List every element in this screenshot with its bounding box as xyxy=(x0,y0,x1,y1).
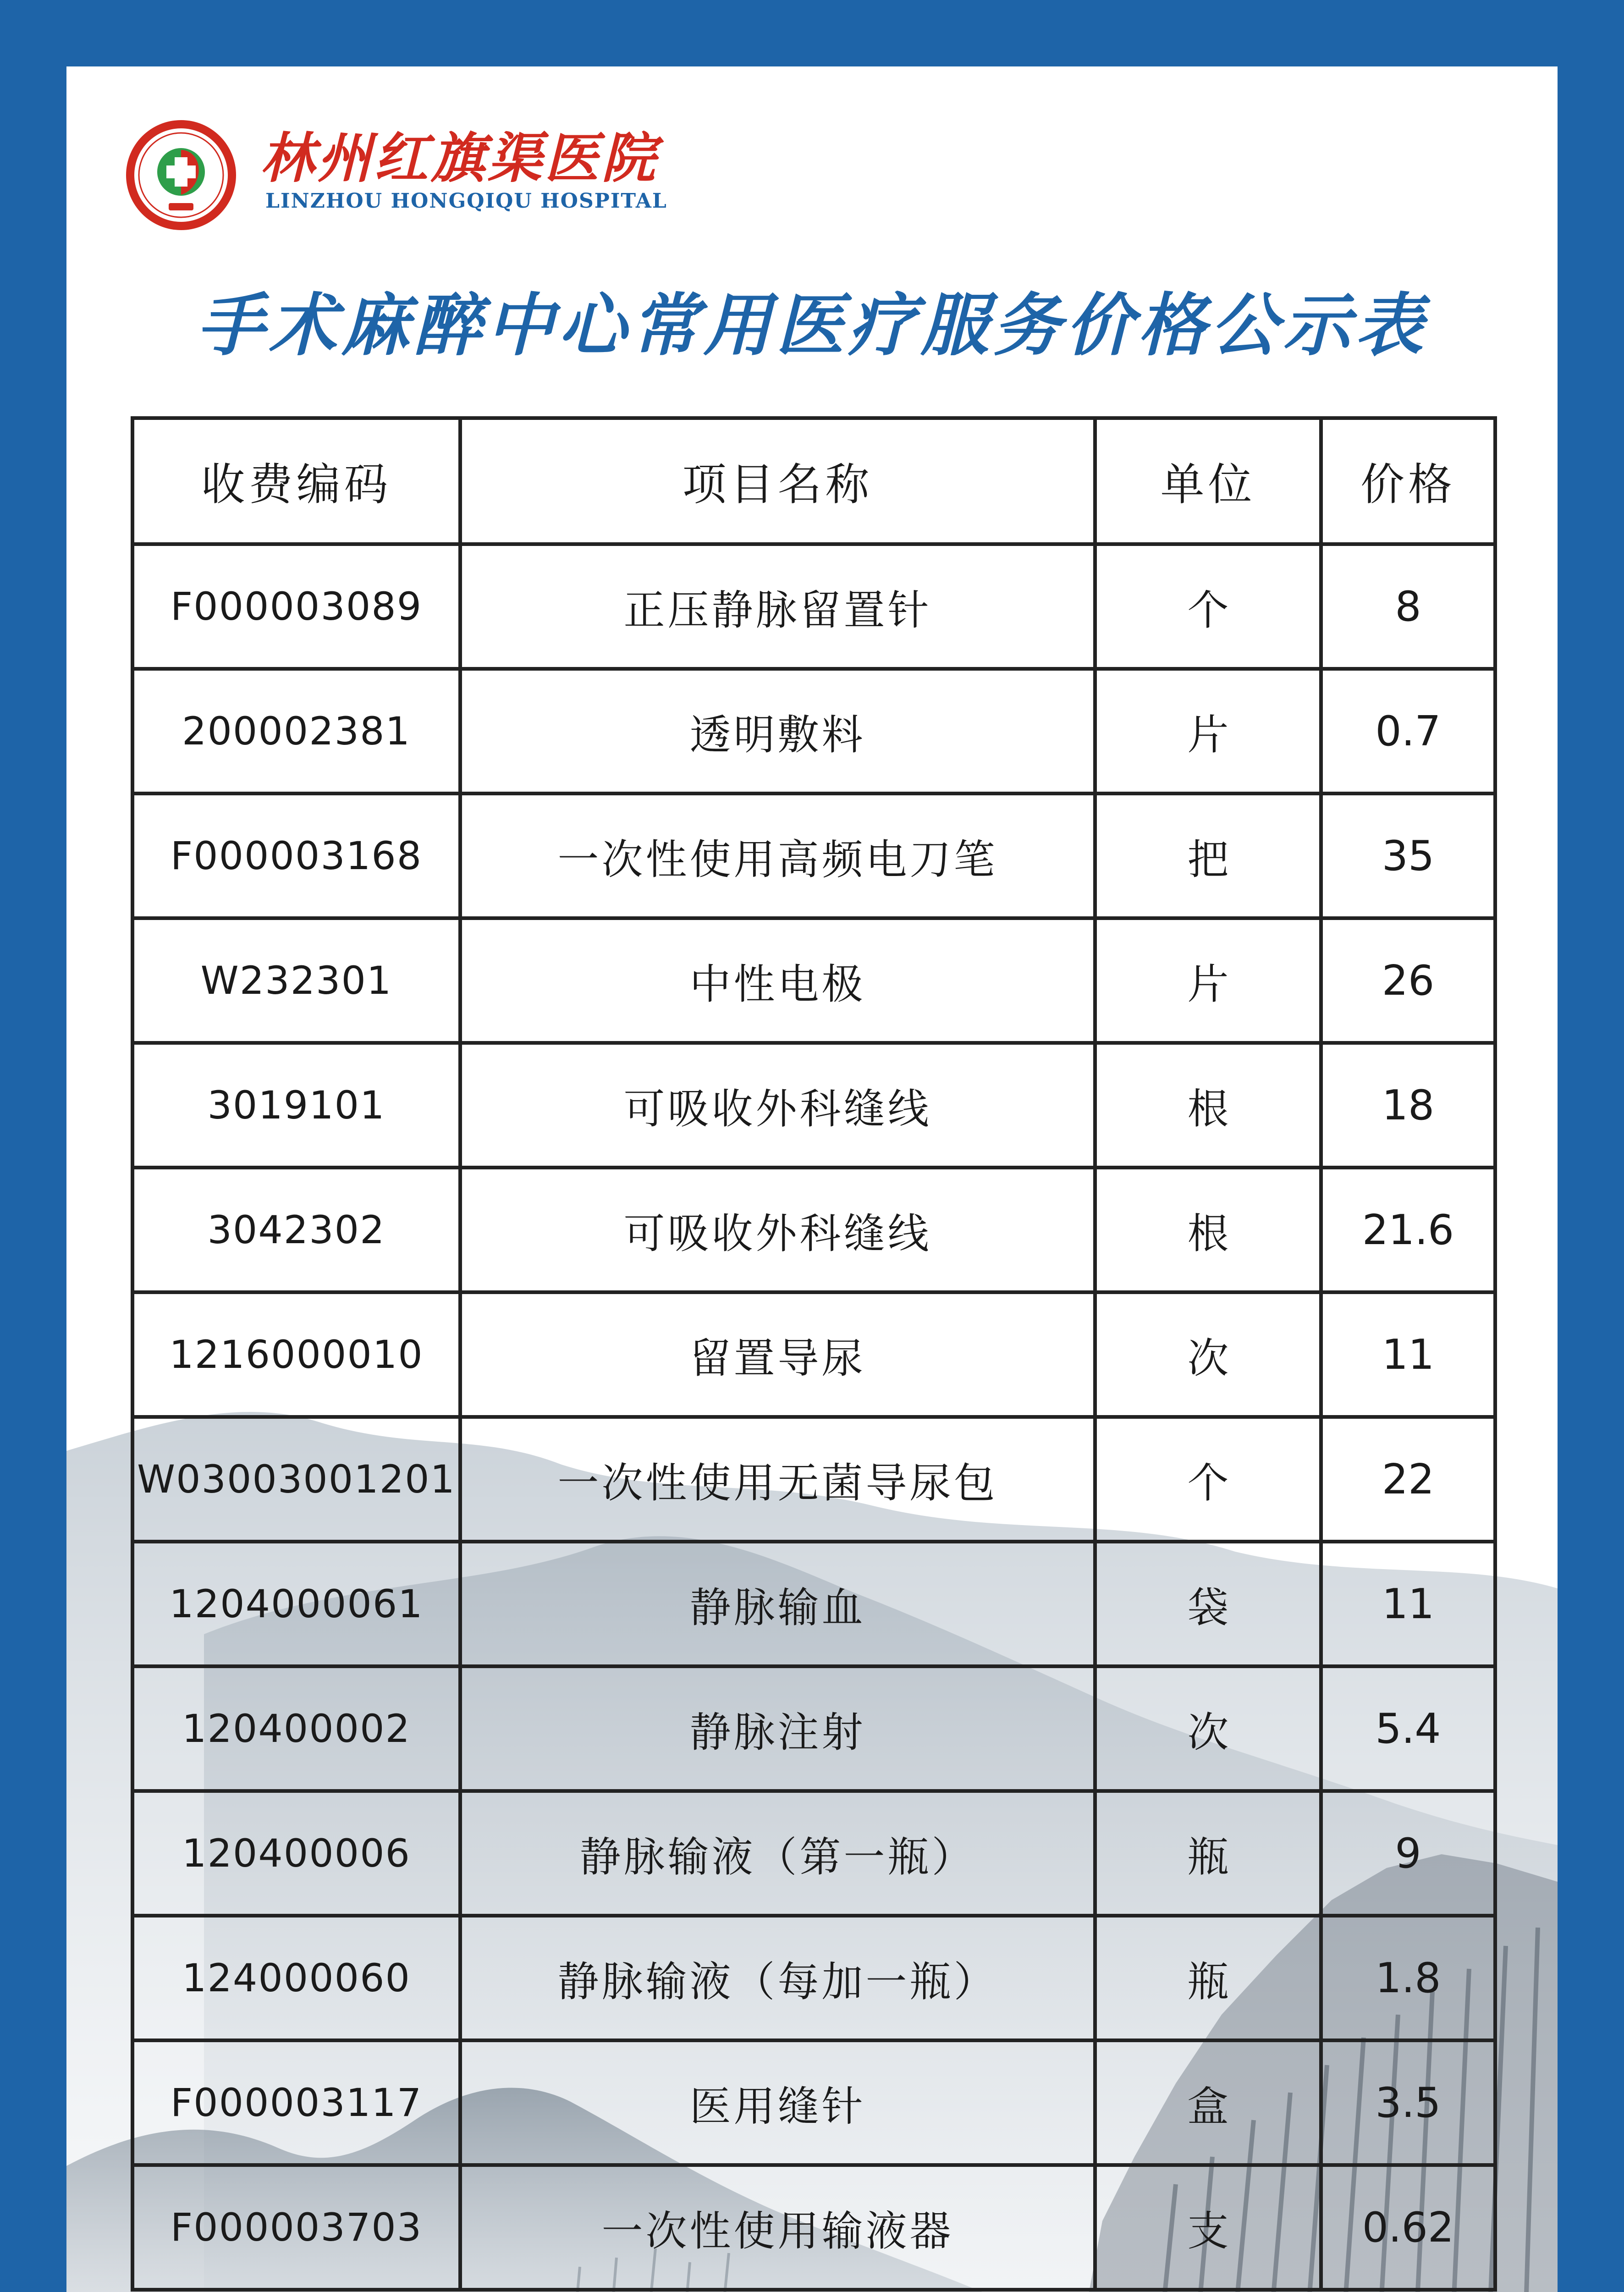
row-code: 200002381 xyxy=(132,669,460,793)
table-row xyxy=(132,1292,1495,1417)
table-row xyxy=(132,1542,1495,1666)
notice-panel xyxy=(66,66,1558,2292)
row-name: 正压静脉留置针 xyxy=(460,544,1095,669)
row-code: 124000060 xyxy=(132,1916,460,2040)
row-price: 0.62 xyxy=(1321,2165,1495,2290)
row-unit: 支 xyxy=(1095,2165,1321,2290)
row-name: 可吸收外科缝线 xyxy=(460,1168,1095,1292)
row-unit: 把 xyxy=(1095,793,1321,918)
row-name: 中性电极 xyxy=(460,918,1095,1043)
table-row xyxy=(132,2040,1495,2165)
row-name: 静脉输血 xyxy=(460,1542,1095,1666)
row-price: 11 xyxy=(1321,1542,1495,1666)
row-price: 9 xyxy=(1321,1791,1495,1916)
row-price: 5.4 xyxy=(1321,1666,1495,1791)
header-code: 收费编码 xyxy=(132,418,460,544)
row-price: 21.6 xyxy=(1321,1168,1495,1292)
row-name: 静脉输液（第一瓶） xyxy=(460,1791,1095,1916)
table-row xyxy=(132,2165,1495,2290)
row-unit: 瓶 xyxy=(1095,1916,1321,2040)
row-code: 1204000061 xyxy=(132,1542,460,1666)
row-unit: 片 xyxy=(1095,669,1321,793)
table-header-row xyxy=(132,418,1495,544)
row-price: 3.5 xyxy=(1321,2040,1495,2165)
row-unit: 瓶 xyxy=(1095,1791,1321,1916)
row-price: 8 xyxy=(1321,544,1495,669)
row-unit: 根 xyxy=(1095,1043,1321,1168)
row-name: 医用缝针 xyxy=(460,2040,1095,2165)
row-code: F000003168 xyxy=(132,793,460,918)
row-code: 120400006 xyxy=(132,1791,460,1916)
row-price: 1.8 xyxy=(1321,1916,1495,2040)
hospital-name-chinese: 林州红旗渠医院 xyxy=(260,126,659,190)
row-unit: 次 xyxy=(1095,1666,1321,1791)
row-unit: 片 xyxy=(1095,918,1321,1043)
header-price: 价格 xyxy=(1321,418,1495,544)
row-code: 3042302 xyxy=(132,1168,460,1292)
header-unit: 单位 xyxy=(1095,418,1321,544)
table-row xyxy=(132,669,1495,793)
row-name: 留置导尿 xyxy=(460,1292,1095,1417)
table-row xyxy=(132,918,1495,1043)
row-code: F000003703 xyxy=(132,2165,460,2290)
table-row xyxy=(132,1666,1495,1791)
row-code: 3019101 xyxy=(132,1043,460,1168)
row-price: 11 xyxy=(1321,1292,1495,1417)
hospital-name-english: LINZHOU HONGQIQU HOSPITAL xyxy=(265,189,667,213)
row-unit: 个 xyxy=(1095,1417,1321,1542)
row-unit: 个 xyxy=(1095,544,1321,669)
row-code: F000003117 xyxy=(132,2040,460,2165)
row-name: 透明敷料 xyxy=(460,669,1095,793)
row-unit: 盒 xyxy=(1095,2040,1321,2165)
table-row xyxy=(132,1791,1495,1916)
table-row xyxy=(132,544,1495,669)
row-name: 可吸收外科缝线 xyxy=(460,1043,1095,1168)
row-unit: 次 xyxy=(1095,1292,1321,1417)
row-price: 35 xyxy=(1321,793,1495,918)
price-table xyxy=(131,416,1497,2292)
row-unit: 根 xyxy=(1095,1168,1321,1292)
table-row xyxy=(132,1417,1495,1542)
row-price: 22 xyxy=(1321,1417,1495,1542)
table-row xyxy=(132,1916,1495,2040)
row-name: 一次性使用输液器 xyxy=(460,2165,1095,2290)
page-title: 手术麻醉中心常用医疗服务价格公示表 xyxy=(196,286,1428,365)
row-price: 18 xyxy=(1321,1043,1495,1168)
row-code: 120400002 xyxy=(132,1666,460,1791)
row-name: 一次性使用高频电刀笔 xyxy=(460,793,1095,918)
row-code: W03003001201 xyxy=(132,1417,460,1542)
row-code: 1216000010 xyxy=(132,1292,460,1417)
row-name: 静脉输液（每加一瓶） xyxy=(460,1916,1095,2040)
row-price: 0.7 xyxy=(1321,669,1495,793)
table-row xyxy=(132,1043,1495,1168)
row-name: 一次性使用无菌导尿包 xyxy=(460,1417,1095,1542)
table-row xyxy=(132,793,1495,918)
table-row xyxy=(132,1168,1495,1292)
row-price: 26 xyxy=(1321,918,1495,1043)
row-unit: 袋 xyxy=(1095,1542,1321,1666)
header-name: 项目名称 xyxy=(460,418,1095,544)
row-code: W232301 xyxy=(132,918,460,1043)
row-name: 静脉注射 xyxy=(460,1666,1095,1791)
row-code: F000003089 xyxy=(132,544,460,669)
hospital-logo-emblem xyxy=(124,118,238,232)
